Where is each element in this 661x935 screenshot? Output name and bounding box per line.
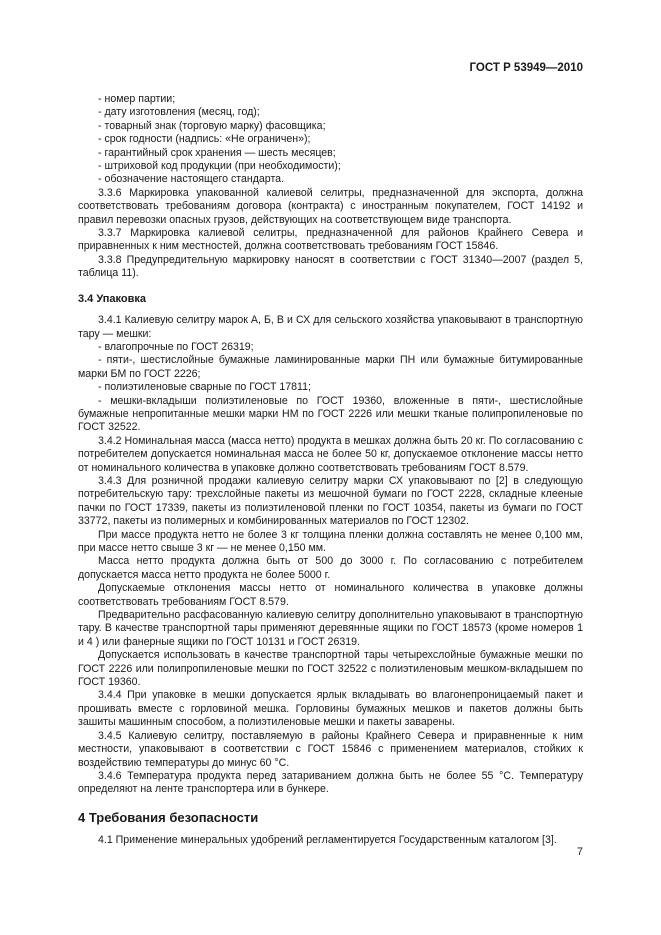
paragraph-3-4-5: 3.4.5 Калиевую селитру, поставляемую в районы Крайнего Севера и приравненные к ним местности, упаковывают в соответствии с ГОСТ 15846 с применением материалов, стойких к воздействию температуры до минус 60 °С. <box>78 729 583 769</box>
paragraph: Допускается использовать в качестве транспортной тары четырехслойные бумажные мешки по ГОСТ 2226 или полипропиленовые мешки по ГОСТ 32522 с полиэтиленовым мешком-вкладышем по ГОСТ 19360. <box>78 649 583 689</box>
paragraph: Допускаемые отклонения массы нетто от номинального количества в упаковке должны соответствовать требованиям ГОСТ 8.579. <box>78 582 583 608</box>
list-item: - мешки-вкладыши полиэтиленовые по ГОСТ 19360, вложенные в пяти-, шестислойные бумажные непропитанные мешки марки НМ по ГОСТ 2226 или мешки тканые полипропиленовые по ГОСТ 32522. <box>78 394 583 434</box>
list-item: - пяти-, шестислойные бумажные ламинированные марки ПН или бумажные битумированные марки БМ по ГОСТ 2226; <box>78 354 583 380</box>
section-heading-4: 4 Требования безопасности <box>78 809 259 825</box>
paragraph-3-3-8: 3.3.8 Предупредительную маркировку наносят в соответствии с ГОСТ 31340—2007 (раздел 5, таблица 11). <box>78 253 583 280</box>
list-item: - влагопрочные по ГОСТ 26319; <box>98 340 254 353</box>
document-header: ГОСТ Р 53949—2010 <box>469 62 583 74</box>
page-number: 7 <box>576 846 583 858</box>
paragraph-3-3-7: 3.3.7 Маркировка калиевой селитры, предназначенной для районов Крайнего Севера и приравненных к ним местностей, должна соответствовать требованиям ГОСТ 15846. <box>78 227 583 253</box>
list-item: - товарный знак (торговую марку) фасовщика; <box>98 119 326 132</box>
paragraph-3-4-2: 3.4.2 Номинальная масса (масса нетто) продукта в мешках должна быть 20 кг. По согласованию с потребителем допускается номинальная масса не более 50 кг, допускаемое отклонение массы нетто от номинального количества в упаковке должно соответствовать требованиям ГОСТ 8.579. <box>78 434 583 474</box>
paragraph-3-3-6: 3.3.6 Маркировка упакованной калиевой селитры, предназначенной для экспорта, должна соответствовать требованиям договора (контракта) с иностранным покупателем, ГОСТ 14192 и правил перевозки опасных грузов, действующих на соответствующем виде транспорта. <box>78 186 583 226</box>
paragraph-3-4-3: 3.4.3 Для розничной продажи калиевую селитру марки СХ упаковывают по [2] в следующую потребительскую тару: трехслойные пакеты из мешочной бумаги по ГОСТ 2228, складные клееные пачки по ГОСТ 17339, пакеты из полиэтиленовой пленки по ГОСТ 10354, пакеты из бумаги по ГОСТ 33772, пакеты из полимерных и комбинированных материалов по ГОСТ 12302. <box>78 474 583 528</box>
list-item: - штриховой код продукции (при необходимости); <box>98 160 341 173</box>
paragraph-3-4-1: 3.4.1 Калиевую селитру марок А, Б, В и СХ для сельского хозяйства упаковывают в транспортную тару — мешки: <box>78 314 583 340</box>
list-item: - дату изготовления (месяц, год); <box>98 106 260 119</box>
page-body <box>78 93 583 848</box>
paragraph-3-4-4: 3.4.4 При упаковке в мешки допускается ярлык вкладывать во влагонепроницаемый пакет и прошивать вместе с горловиной мешка. Горловины бумажных мешков и пакетов должны быть зашиты машинным способом, а полиэтиленовые мешки и пакеты заварены. <box>78 689 583 729</box>
list-item: - номер партии; <box>98 93 176 105</box>
paragraph-4-1: 4.1 Применение минеральных удобрений регламентируется Государственным каталогом [3]. <box>98 834 557 847</box>
section-heading-3-4: 3.4 Упаковка <box>78 292 146 305</box>
list-item: - полиэтиленовые сварные по ГОСТ 17811; <box>98 381 311 394</box>
paragraph: Предварительно расфасованную калиевую селитру дополнительно упаковывают в транспортную тару. В качестве транспортной тары применяют деревянные ящики по ГОСТ 18573 (кроме номеров 1 и 4 ) или фанерные ящики по ГОСТ 10131 и ГОСТ 26319. <box>78 609 583 648</box>
list-item: - срок годности (надпись: «Не ограничен»); <box>98 133 311 146</box>
list-item: - обозначение настоящего стандарта. <box>98 173 285 186</box>
paragraph-3-4-6: 3.4.6 Температура продукта перед затариванием должна быть не более 55 °С. Температуру определяют на ленте транспортера или в бункере. <box>78 769 583 796</box>
paragraph: При массе продукта нетто не более 3 кг толщина пленки должна составлять не менее 0,100 мм, при массе нетто свыше 3 кг — не менее 0,150 мм. <box>78 528 583 554</box>
list-item: - гарантийный срок хранения — шесть месяцев; <box>98 146 336 159</box>
paragraph: Масса нетто продукта должна быть от 500 до 3000 г. По согласованию с потребителем допускается масса нетто продукта не более 5000 г. <box>78 555 583 581</box>
